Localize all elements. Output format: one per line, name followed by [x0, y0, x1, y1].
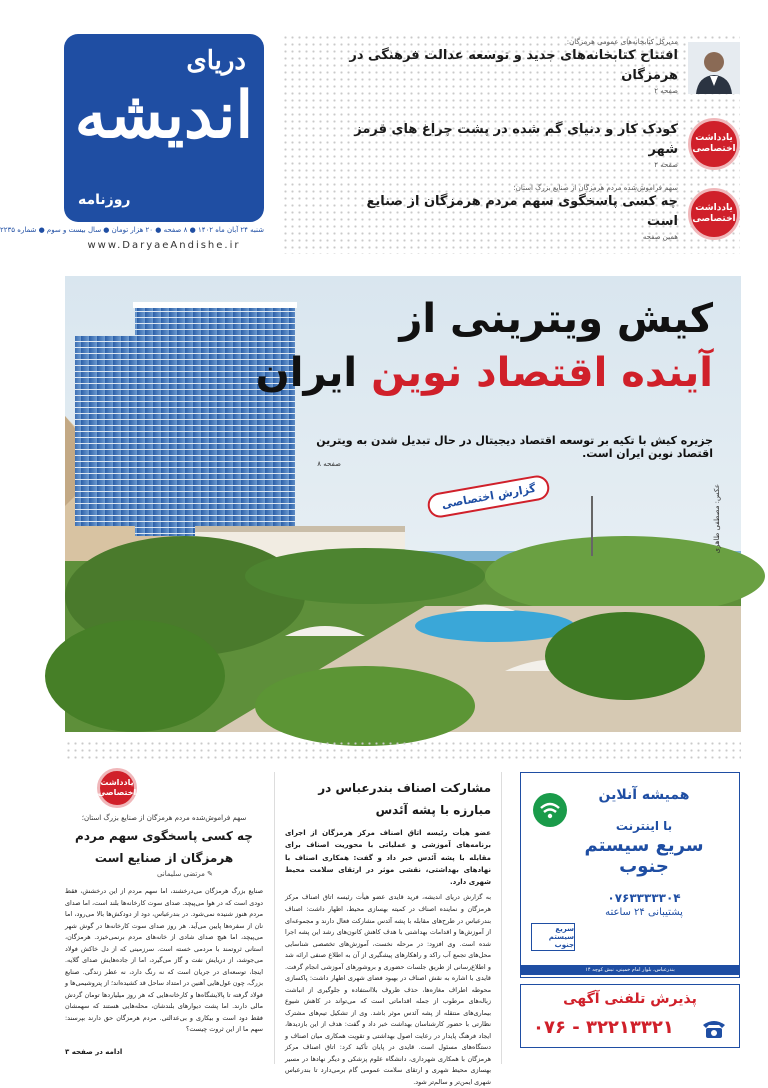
masthead-name-main: اندیشه [74, 78, 254, 153]
top-story-title[interactable]: کودک کار و دنیای گم شده در پشت چراغ های قرمز شهر [354, 122, 678, 158]
telephone-icon [701, 1017, 727, 1039]
internet-ad-support: پشتیبانی ۲۴ ساعته [605, 907, 683, 918]
masthead-type: روزنامه [78, 192, 131, 208]
top-story-kicker: سهم فراموش‌شده مردم هرمزگان از صنایع بزرگ استان؛ [513, 184, 678, 192]
photo-credit: عکس: مصطفی طاهری [713, 484, 721, 554]
top-story-page: همین صفحه [642, 233, 678, 242]
top-story-3[interactable] [282, 184, 740, 250]
top-story-page: صفحه ۲ [654, 161, 678, 170]
top-story-kicker: مدیرکل کتابخانه‌های عمومی هرمزگان: [566, 38, 678, 46]
right-article-title[interactable]: چه کسی پاسخگوی سهم مردم هرمزگان از صنایع است [75, 829, 253, 865]
top-story-2[interactable] [282, 114, 740, 180]
ads-column [520, 772, 740, 1064]
right-article-body: صنایع بزرگ هرمزگان می‌درخشند، اما سهم مردم از این درخشش، فقط دودی است که در هوا می‌پیچد. صدای سوت کارخانه‌ها بلند است، اما صدای مردم هنوز شنیده نمی‌شود. در بندرعباس، دود از دودکش‌ها بالا می‌رود، اما نان از سفره‌ها پایین می‌آید. هر روز صدای سوت کارخانه‌ها در گوش شهر می‌پیچد، اما هیچ صدای شادی از خانه‌های مردم برنمی‌خیزد. هرمزگان، استانی ثروتمند با مردمی خسته است. سرزمینی که از دل خاکش فولاد می‌جوشد، از دریایش نفت و گاز می‌گیرد، اما از جاده‌هایش صدای گلایه. اینجا، توسعه‌ای در جریان است که نه رنگ دارد، نه عطر زندگی. صنایع بزرگ، چون غول‌هایی آهنین در امتداد ساحل قد کشیده‌اند؛ از پتروشیمی‌ها و فولاد گرفته تا پالایشگاه‌ها و کارخانه‌هایی که هر روز میلیاردها تومان گردش مالی دارند. اما پشت دیوارهای بلندشان، محله‌هایی هستند که سهمشان فقط دود است و بیکاری و بی‌عدالتی. مردم هرمزگان حق دارند بپرسند: سهم ما از این ثروت چیست؟ [65, 887, 263, 1034]
hero-feature[interactable] [65, 276, 741, 732]
top-story-1[interactable] [282, 38, 740, 104]
exclusive-note-badge: یادداشت اختصاصی [97, 768, 137, 808]
exclusive-note-badge: یادداشت اختصاصی [688, 188, 740, 240]
author-name: مرتضی سلیمانی [156, 870, 205, 878]
hero-title-black: ایران [255, 350, 358, 396]
middle-article-lead: عضو هیأت رئیسه اتاق اصناف مرکز هرمزگان از اجرای برنامه‌های آموزشی و عملیاتی با محوریت اصناف برای مقابله با پشه آئدس خبر داد و گفت: همکاری اصناف با نهادهای بهداشتی، نقشی موثر در ارتقای سلامت محیط شهری دارد. [285, 829, 491, 887]
internet-ad-line3: سریع سیستم جنوب [584, 835, 704, 877]
internet-ad-line1: همیشه آنلاین [598, 787, 690, 803]
top-story-page: صفحه ۲ [654, 87, 678, 96]
divider-dots [65, 740, 741, 762]
exclusive-note-badge: یادداشت اختصاصی [688, 118, 740, 170]
internet-ad[interactable] [520, 772, 740, 978]
hero-title-red: آینده اقتصاد نوین [371, 350, 713, 396]
right-article [65, 772, 263, 1064]
site-url[interactable]: www.DaryaeAndishe.ir [87, 240, 241, 251]
masthead [64, 34, 264, 222]
hero-title-line1: کیش ویترینی از [399, 296, 713, 342]
internet-ad-text [559, 787, 729, 918]
phone-ad[interactable] [520, 984, 740, 1048]
author-photo [688, 42, 740, 94]
top-stories [282, 34, 740, 254]
top-story-text [338, 38, 678, 95]
hero-page-ref: صفحه ۸ [317, 460, 341, 468]
internet-ad-footer: بندرعباس، بلوار امام خمینی، نبش کوچه ۱۴ [521, 965, 739, 975]
right-article-author [157, 870, 213, 878]
right-article-kicker: سهم فراموش‌شده مردم هرمزگان از صنایع بزرگ استان؛ [81, 814, 247, 822]
hero-photo [65, 276, 741, 732]
middle-article-title[interactable]: مشارکت اصناف بندرعباس در مبارزه با پشه آئدس [318, 781, 491, 817]
continue-link[interactable]: ادامه در صفحه ۳ [65, 1048, 123, 1056]
top-story-title[interactable]: چه کسی پاسخگوی سهم مردم هرمزگان از صنایع است [366, 194, 678, 230]
internet-ad-phone[interactable]: ۰۷۶۳۳۳۳۳۰۴ [607, 891, 681, 905]
masthead-name-top: دریای [186, 46, 246, 76]
middle-article-body: به گزارش دریای اندیشه، فرید قایدی عضو هیأت رئیسه اتاق اصناف مرکز هرمزگان و نماینده اصناف در کمیته بهسازی محیط، اظهار داشت: اصناف بندرعباس در طرح‌های مقابله با پشه آئدس مشارکت فعال دارند و مجموعه‌ای از آموزش‌ها و اقدامات بهداشتی با هدف کاهش کانون‌های رشد این پشه اجرا شده است. وی افزود: در مرحله نخست، آموزش‌های تخصصی شناسایی محل‌های تجمع آب راکد و راهکارهای پیشگیری از آن به اطلاع صنفی ارائه شد و اطلاع‌رسانی از طریق جلسات حضوری و بروشورهای آموزشی انجام گرفت. قایدی با اشاره به نقش اصناف در بهبود فضای شهری اظهار داشت: پاکسازی محوطه اطراف مغازه‌ها، حذف ظروف بلااستفاده و جلوگیری از انباشت زباله‌های مرطوب از جمله اقداماتی است که می‌تواند در کاهش شیوع بیماری‌های منتقله از پشه آئدس موثر باشد. وی از تشکیل تیم‌های مشترک نظارتی با حضور کارشناسان بهداشت خبر داد و گفت: هدف از این بازدیدها، ایجاد فرهنگ پایدار در رعایت اصول بهداشتی و تقویت همکاری میان اصناف و دستگاه‌های مسئول است. قایدی در پایان تأکید کرد: اتاق اصناف مرکز هرمزگان با همکاری شهرداری، دانشگاه علوم پزشکی و دیگر نهادها در مسیر بهسازی محیط شهری و ارتقای سلامت عمومی گام برمی‌دارد تا بندرعباس شهری ایمن‌تر و سالم‌تر شود. [285, 893, 491, 1086]
phone-ad-number[interactable]: ۰۷۶ - ۳۲۲۱۳۳۲۱ [533, 1017, 674, 1038]
middle-article [274, 772, 502, 1086]
top-story-title[interactable]: افتتاح کتابخانه‌های جدید و توسعه عدالت فرهنگی در هرمزگان [349, 48, 678, 84]
pen-icon: ✎ [207, 870, 213, 878]
internet-ad-line2: با اینترنت [615, 819, 673, 833]
issue-line: شنبه ۲۴ آبان ماه ۱۴۰۲ ● ۸ صفحه ● ۲۰ هزار تومان ● سال بیست و سوم ● شماره ۲۲۳۵ [0, 226, 264, 234]
hero-title-line2 [256, 350, 713, 396]
hero-subtitle: جزیره کیش با تکیه بر توسعه اقتصاد دیجیتال در حال تبدیل شدن به ویترین اقتصاد نوین ایران است. [316, 434, 713, 460]
phone-ad-title: پذیرش تلفنی آگهی [563, 991, 697, 1007]
top-story-text [338, 120, 678, 169]
top-story-text [338, 184, 678, 241]
company-logo: سریع سیستم جنوب [531, 923, 575, 951]
exclusive-report-badge: گزارش اختصاصی [426, 473, 552, 519]
